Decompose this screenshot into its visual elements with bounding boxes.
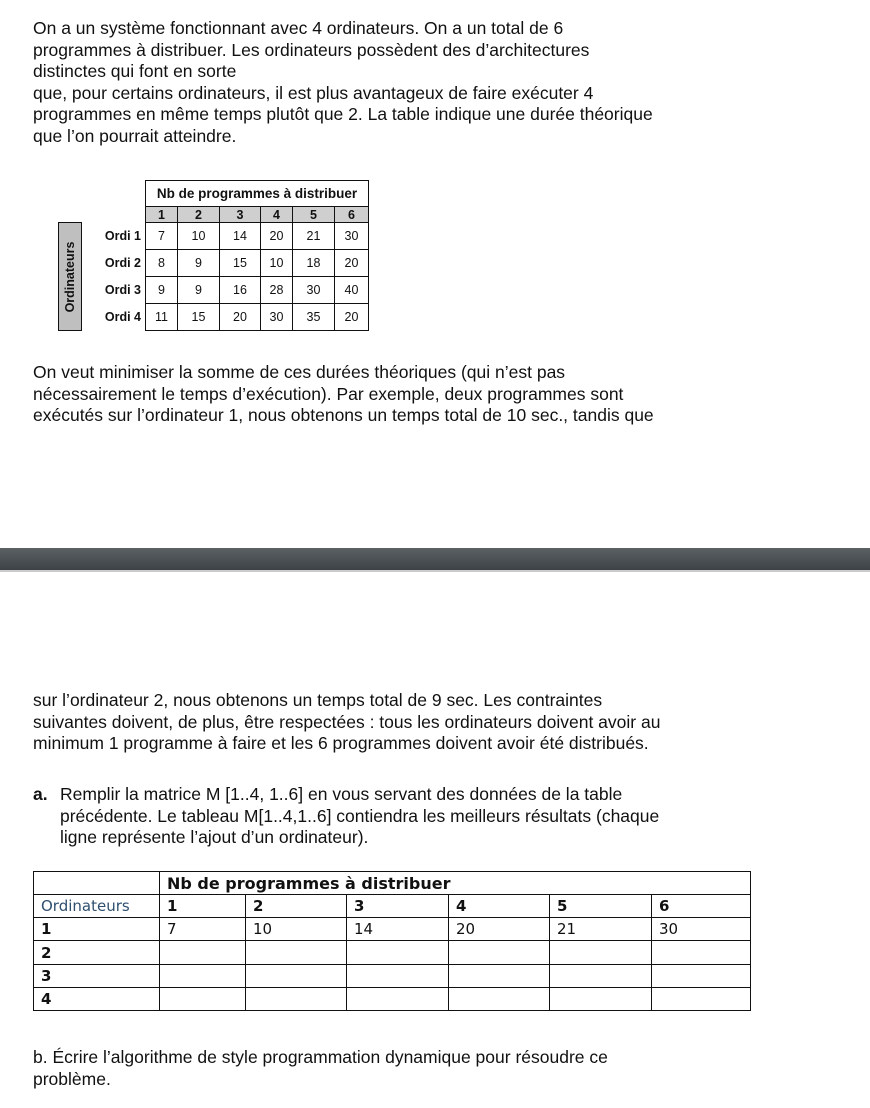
table-cell: 16 [220, 277, 261, 304]
intro-line: que, pour certains ordinateurs, il est plus avantageux de faire exécuter 4 [33, 82, 594, 103]
column-header: 5 [293, 207, 335, 223]
table-cell: 20 [449, 918, 550, 941]
column-header: 2 [246, 895, 347, 918]
column-header: 3 [347, 895, 449, 918]
column-header: 3 [220, 207, 261, 223]
table-cell [449, 941, 550, 965]
side-label: Ordinateurs [59, 223, 82, 331]
paragraph-line: sur l’ordinateur 2, nous obtenons un temps total de 9 sec. Les contraintes [33, 690, 603, 710]
table-cell: 15 [178, 304, 220, 331]
table-cell: 40 [335, 277, 369, 304]
table-cell [449, 988, 550, 1011]
table-cell: 20 [335, 304, 369, 331]
table-cell [160, 941, 246, 965]
table-row [34, 918, 751, 941]
intro-paragraph [33, 18, 653, 147]
page-break-divider [0, 548, 870, 570]
column-header: 2 [178, 207, 220, 223]
table-cell [550, 941, 652, 965]
intro-line: distinctes qui font en sorte [33, 61, 237, 81]
intro-line: programmes à distribuer. Les ordinateurs possèdent des d’architectures [33, 39, 590, 60]
table-cell: 18 [293, 250, 335, 277]
table-cell: 35 [293, 304, 335, 331]
table-cell: 9 [178, 277, 220, 304]
question-line: Remplir la matrice M [1..4, 1..6] en vous servant des données de la table [60, 784, 623, 804]
durations-table [58, 180, 369, 331]
column-header: 5 [550, 895, 652, 918]
row-label: Ordi 2 [82, 250, 146, 277]
row-label: 4 [34, 988, 160, 1011]
table-cell: 14 [220, 223, 261, 250]
paragraph-line: nécessairement le temps d’exécution). Par exemple, deux programmes sont [33, 383, 624, 404]
example-paragraph [33, 362, 654, 427]
row-label: Ordi 3 [82, 277, 146, 304]
table-cell [550, 988, 652, 1011]
table-cell [652, 988, 751, 1011]
table-cell: 30 [293, 277, 335, 304]
table-cell [652, 941, 751, 965]
table-cell: 9 [146, 277, 178, 304]
question-line: précédente. Le tableau M[1..4,1..6] contiendra les meilleurs résultats (chaque [60, 805, 660, 826]
row-label: 2 [34, 941, 160, 965]
table-cell: 28 [261, 277, 293, 304]
durations-table-title: Nb de programmes à distribuer [146, 181, 369, 207]
table-row [59, 223, 369, 250]
table-cell: 10 [246, 918, 347, 941]
table-cell [347, 988, 449, 1011]
table-cell: 20 [220, 304, 261, 331]
table-cell [160, 988, 246, 1011]
paragraph-line: minimum 1 programme à faire et les 6 programmes doivent avoir été distribués. [33, 733, 649, 753]
table-cell: 21 [293, 223, 335, 250]
table-cell [652, 965, 751, 988]
row-label: 1 [34, 918, 160, 941]
page-break-shadow [0, 570, 870, 572]
table-cell [246, 988, 347, 1011]
column-header: 6 [652, 895, 751, 918]
question-line: problème. [33, 1068, 111, 1089]
table-row [59, 304, 369, 331]
column-header: 4 [261, 207, 293, 223]
question-line: ligne représente l’ajout d’un ordinateur). [60, 827, 369, 847]
table-cell: 14 [347, 918, 449, 941]
question-b [33, 1047, 608, 1090]
table-row [59, 277, 369, 304]
table-cell [449, 965, 550, 988]
table-cell [246, 965, 347, 988]
table-cell [160, 965, 246, 988]
intro-line: On a un système fonctionnant avec 4 ordinateurs. On a un total de 6 [33, 18, 564, 38]
paragraph-line: On veut minimiser la somme de ces durées théoriques (qui n’est pas [33, 362, 566, 382]
table-cell: 9 [178, 250, 220, 277]
table-row [34, 965, 751, 988]
column-header: 6 [335, 207, 369, 223]
question-line: b. Écrire l’algorithme de style programmation dynamique pour résoudre ce [33, 1047, 608, 1067]
table-cell: 30 [261, 304, 293, 331]
table-cell: 20 [261, 223, 293, 250]
table-cell: 7 [160, 918, 246, 941]
row-label: 3 [34, 965, 160, 988]
table-row [34, 988, 751, 1011]
paragraph-line: suivantes doivent, de plus, être respectées : tous les ordinateurs doivent avoir au [33, 711, 661, 732]
table-cell: 11 [146, 304, 178, 331]
table-row [59, 250, 369, 277]
table-cell [347, 941, 449, 965]
table-row [34, 941, 751, 965]
question-a [33, 784, 659, 849]
column-header: 1 [146, 207, 178, 223]
table-cell: 20 [335, 250, 369, 277]
matrix-table [33, 871, 751, 1011]
table-cell: 7 [146, 223, 178, 250]
table-cell [550, 965, 652, 988]
table-cell: 10 [178, 223, 220, 250]
matrix-table-title: Nb de programmes à distribuer [160, 872, 751, 895]
column-header: 1 [160, 895, 246, 918]
intro-line: que l’on pourrait atteindre. [33, 125, 237, 146]
row-label: Ordi 4 [82, 304, 146, 331]
table-cell: 15 [220, 250, 261, 277]
row-label: Ordi 1 [82, 223, 146, 250]
table-cell: 10 [261, 250, 293, 277]
table-cell: 30 [652, 918, 751, 941]
row-header: Ordinateurs [34, 895, 160, 918]
column-header: 4 [449, 895, 550, 918]
table-cell: 8 [146, 250, 178, 277]
constraints-paragraph [33, 690, 660, 755]
table-cell [246, 941, 347, 965]
table-cell: 21 [550, 918, 652, 941]
table-cell: 30 [335, 223, 369, 250]
intro-line: programmes en même temps plutôt que 2. La table indique une durée théorique [33, 104, 653, 124]
paragraph-line: exécutés sur l’ordinateur 1, nous obtenons un temps total de 10 sec., tandis que [33, 405, 654, 425]
table-cell [347, 965, 449, 988]
question-a-marker: a. [33, 784, 48, 804]
